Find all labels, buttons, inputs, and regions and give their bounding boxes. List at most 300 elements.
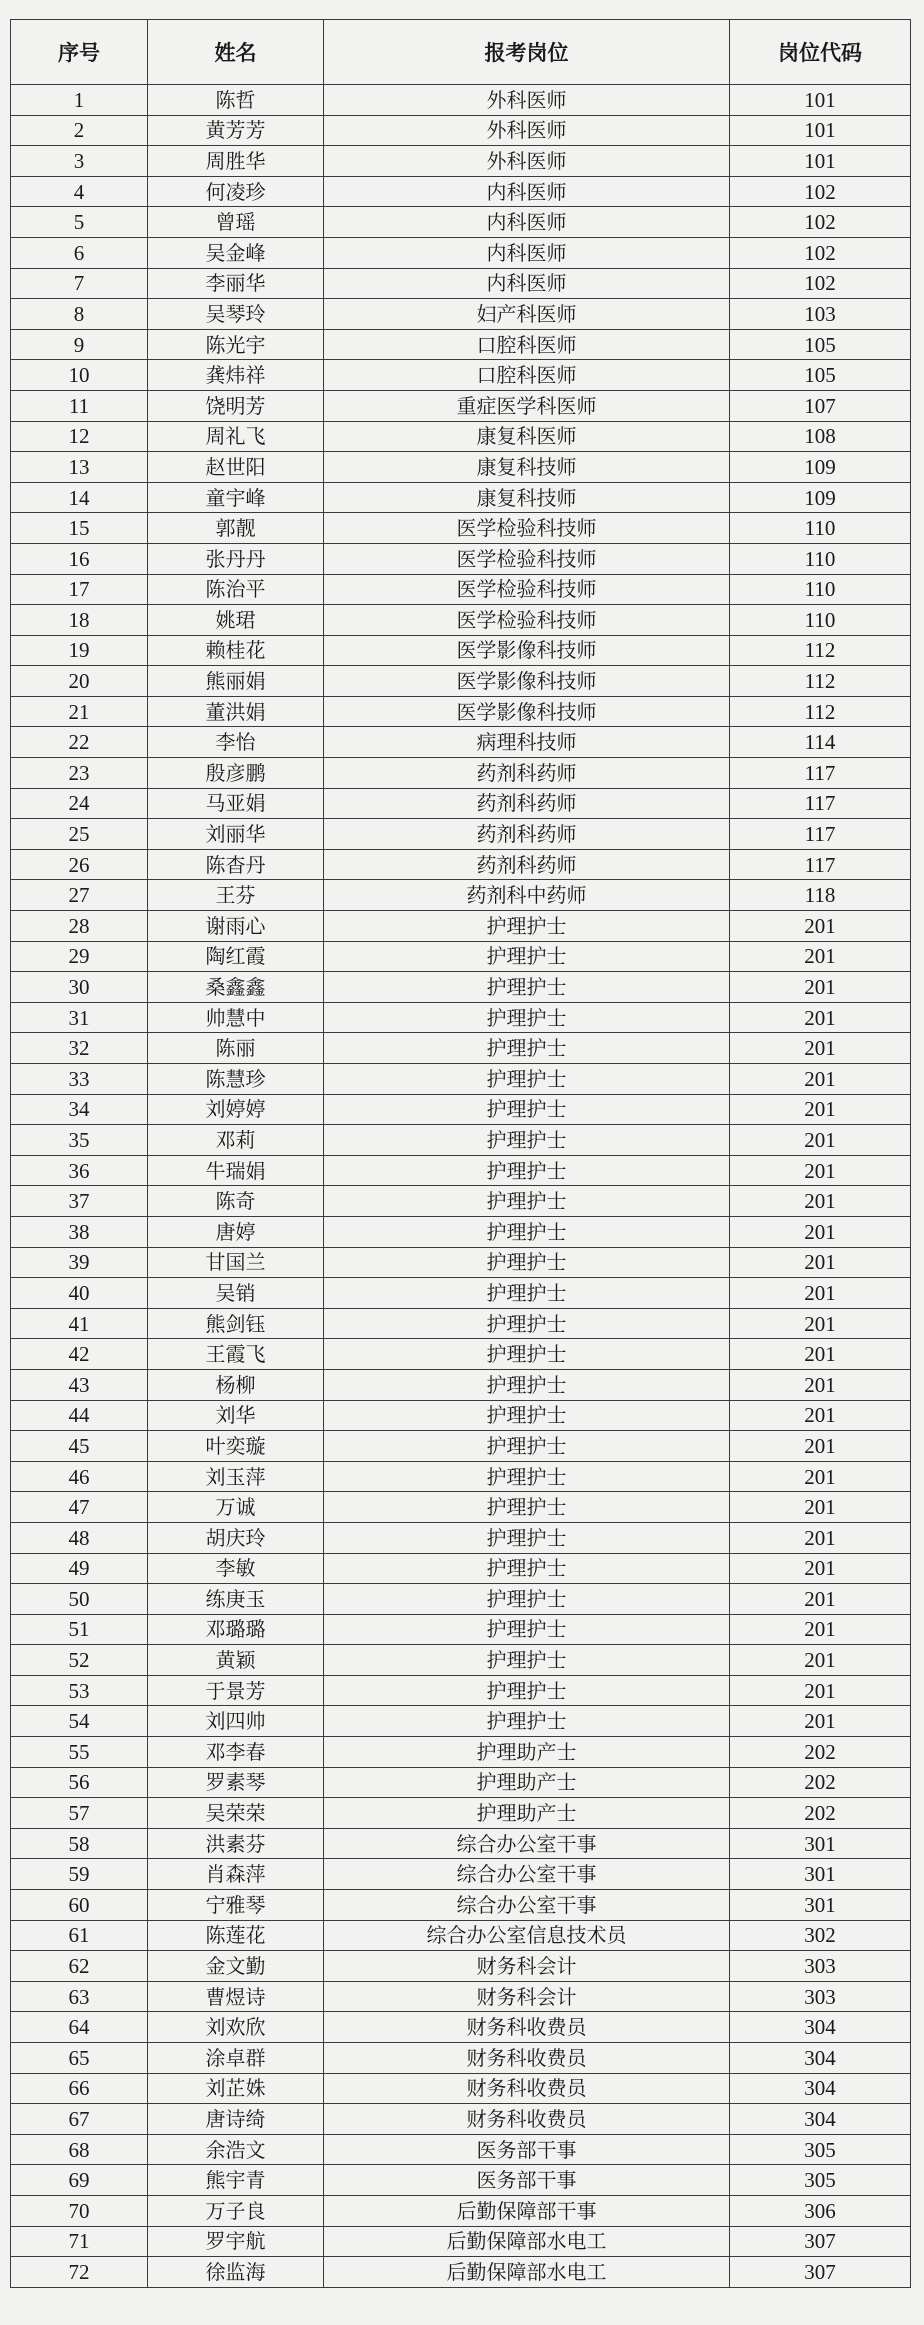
cell-position: 医学检验科技师 (324, 574, 730, 605)
table-row (11, 1492, 911, 1523)
cell-serial-number: 66 (11, 2073, 148, 2104)
table-row (11, 1064, 911, 1095)
cell-position: 护理护士 (324, 1064, 730, 1095)
cell-position-code: 201 (730, 1002, 911, 1033)
cell-position: 综合办公室信息技术员 (324, 1920, 730, 1951)
cell-position-code: 201 (730, 1216, 911, 1247)
cell-position-code: 201 (730, 1033, 911, 1064)
cell-position-code: 201 (730, 1431, 911, 1462)
table-row (11, 849, 911, 880)
table-row (11, 1675, 911, 1706)
cell-name: 胡庆玲 (148, 1522, 324, 1553)
cell-serial-number: 14 (11, 482, 148, 513)
cell-position: 综合办公室干事 (324, 1859, 730, 1890)
cell-name: 陈哲 (148, 85, 324, 116)
cell-position: 护理护士 (324, 1216, 730, 1247)
cell-name: 刘华 (148, 1400, 324, 1431)
cell-position-code: 101 (730, 146, 911, 177)
cell-position-code: 201 (730, 1064, 911, 1095)
table-row (11, 1369, 911, 1400)
candidate-list-sheet (10, 19, 910, 2288)
cell-serial-number: 58 (11, 1828, 148, 1859)
cell-position-code: 302 (730, 1920, 911, 1951)
header-position: 报考岗位 (324, 20, 730, 85)
table-row (11, 146, 911, 177)
cell-position-code: 105 (730, 329, 911, 360)
cell-position-code: 304 (730, 2012, 911, 2043)
cell-serial-number: 45 (11, 1431, 148, 1462)
cell-position: 护理护士 (324, 1522, 730, 1553)
cell-position: 护理护士 (324, 1553, 730, 1584)
cell-serial-number: 5 (11, 207, 148, 238)
cell-position: 医学影像科技师 (324, 666, 730, 697)
cell-position-code: 305 (730, 2134, 911, 2165)
cell-position: 护理护士 (324, 911, 730, 942)
cell-serial-number: 38 (11, 1216, 148, 1247)
cell-serial-number: 8 (11, 299, 148, 330)
cell-position-code: 110 (730, 605, 911, 636)
cell-position-code: 201 (730, 1492, 911, 1523)
table-row (11, 85, 911, 116)
cell-position: 医学影像科技师 (324, 635, 730, 666)
cell-name: 吴荣荣 (148, 1798, 324, 1829)
cell-serial-number: 16 (11, 543, 148, 574)
cell-serial-number: 36 (11, 1155, 148, 1186)
cell-position-code: 118 (730, 880, 911, 911)
cell-name: 徐监海 (148, 2257, 324, 2288)
cell-position-code: 109 (730, 452, 911, 483)
cell-serial-number: 22 (11, 727, 148, 758)
cell-serial-number: 71 (11, 2226, 148, 2257)
cell-position: 财务科会计 (324, 1951, 730, 1982)
cell-name: 周礼飞 (148, 421, 324, 452)
table-row (11, 911, 911, 942)
table-row (11, 1553, 911, 1584)
cell-position: 护理护士 (324, 1492, 730, 1523)
cell-name: 帅慧中 (148, 1002, 324, 1033)
table-row (11, 482, 911, 513)
cell-name: 牛瑞娟 (148, 1155, 324, 1186)
cell-position: 外科医师 (324, 115, 730, 146)
cell-serial-number: 19 (11, 635, 148, 666)
cell-position: 护理护士 (324, 941, 730, 972)
table-row (11, 727, 911, 758)
cell-position-code: 112 (730, 696, 911, 727)
cell-name: 陈杳丹 (148, 849, 324, 880)
cell-position: 护理护士 (324, 972, 730, 1003)
cell-position-code: 201 (730, 911, 911, 942)
cell-position-code: 110 (730, 543, 911, 574)
cell-name: 曾瑶 (148, 207, 324, 238)
table-row (11, 2195, 911, 2226)
cell-name: 陈莲花 (148, 1920, 324, 1951)
cell-serial-number: 69 (11, 2165, 148, 2196)
table-row (11, 176, 911, 207)
table-row (11, 1431, 911, 1462)
table-row (11, 1278, 911, 1309)
cell-position-code: 201 (730, 1553, 911, 1584)
cell-position-code: 201 (730, 1706, 911, 1737)
table-row (11, 1186, 911, 1217)
cell-position: 护理护士 (324, 1094, 730, 1125)
cell-position-code: 303 (730, 1981, 911, 2012)
cell-position: 药剂科中药师 (324, 880, 730, 911)
cell-name: 龚炜祥 (148, 360, 324, 391)
cell-position: 药剂科药师 (324, 819, 730, 850)
table-row (11, 1767, 911, 1798)
cell-position: 重症医学科医师 (324, 390, 730, 421)
cell-name: 王霞飞 (148, 1339, 324, 1370)
cell-position-code: 201 (730, 1369, 911, 1400)
cell-position-code: 112 (730, 635, 911, 666)
cell-name: 万子良 (148, 2195, 324, 2226)
cell-serial-number: 44 (11, 1400, 148, 1431)
cell-position-code: 201 (730, 941, 911, 972)
cell-name: 刘芷姝 (148, 2073, 324, 2104)
cell-serial-number: 20 (11, 666, 148, 697)
table-row (11, 1859, 911, 1890)
cell-position: 医务部干事 (324, 2165, 730, 2196)
cell-serial-number: 65 (11, 2043, 148, 2074)
cell-position: 综合办公室干事 (324, 1828, 730, 1859)
cell-serial-number: 46 (11, 1461, 148, 1492)
cell-serial-number: 39 (11, 1247, 148, 1278)
cell-serial-number: 27 (11, 880, 148, 911)
cell-serial-number: 9 (11, 329, 148, 360)
cell-name: 陈治平 (148, 574, 324, 605)
cell-serial-number: 23 (11, 758, 148, 789)
table-row (11, 635, 911, 666)
table-row (11, 543, 911, 574)
table-row (11, 1461, 911, 1492)
cell-name: 罗宇航 (148, 2226, 324, 2257)
cell-serial-number: 67 (11, 2104, 148, 2135)
cell-name: 陈慧珍 (148, 1064, 324, 1095)
table-row (11, 1645, 911, 1676)
cell-name: 刘玉萍 (148, 1461, 324, 1492)
cell-serial-number: 3 (11, 146, 148, 177)
cell-serial-number: 56 (11, 1767, 148, 1798)
cell-position: 医学检验科技师 (324, 605, 730, 636)
cell-serial-number: 68 (11, 2134, 148, 2165)
cell-name: 熊宇青 (148, 2165, 324, 2196)
table-row (11, 360, 911, 391)
table-row (11, 758, 911, 789)
cell-position: 医学检验科技师 (324, 543, 730, 574)
cell-name: 张丹丹 (148, 543, 324, 574)
cell-position-code: 306 (730, 2195, 911, 2226)
cell-serial-number: 13 (11, 452, 148, 483)
cell-serial-number: 33 (11, 1064, 148, 1095)
table-row (11, 390, 911, 421)
cell-serial-number: 70 (11, 2195, 148, 2226)
cell-name: 童宇峰 (148, 482, 324, 513)
cell-position: 护理护士 (324, 1369, 730, 1400)
table-row (11, 513, 911, 544)
cell-serial-number: 42 (11, 1339, 148, 1370)
cell-name: 桑鑫鑫 (148, 972, 324, 1003)
cell-position: 护理护士 (324, 1155, 730, 1186)
cell-serial-number: 6 (11, 237, 148, 268)
cell-serial-number: 53 (11, 1675, 148, 1706)
table-row (11, 299, 911, 330)
cell-position: 财务科收费员 (324, 2073, 730, 2104)
cell-serial-number: 48 (11, 1522, 148, 1553)
cell-serial-number: 51 (11, 1614, 148, 1645)
cell-name: 陈丽 (148, 1033, 324, 1064)
table-row (11, 2073, 911, 2104)
cell-position: 护理护士 (324, 1675, 730, 1706)
cell-name: 熊丽娟 (148, 666, 324, 697)
cell-position: 护理护士 (324, 1002, 730, 1033)
cell-position: 康复科医师 (324, 421, 730, 452)
cell-position-code: 201 (730, 1186, 911, 1217)
cell-position: 护理护士 (324, 1033, 730, 1064)
cell-name: 金文勤 (148, 1951, 324, 1982)
cell-name: 吴琴玲 (148, 299, 324, 330)
table-row (11, 1308, 911, 1339)
table-row (11, 1920, 911, 1951)
cell-serial-number: 41 (11, 1308, 148, 1339)
cell-position-code: 107 (730, 390, 911, 421)
header-position-code: 岗位代码 (730, 20, 911, 85)
cell-name: 邓李春 (148, 1737, 324, 1768)
cell-position-code: 117 (730, 758, 911, 789)
cell-serial-number: 7 (11, 268, 148, 299)
cell-name: 万诚 (148, 1492, 324, 1523)
cell-name: 马亚娟 (148, 788, 324, 819)
cell-position-code: 307 (730, 2226, 911, 2257)
cell-position: 医务部干事 (324, 2134, 730, 2165)
cell-serial-number: 50 (11, 1584, 148, 1615)
table-row (11, 1155, 911, 1186)
cell-position-code: 108 (730, 421, 911, 452)
cell-serial-number: 59 (11, 1859, 148, 1890)
cell-serial-number: 17 (11, 574, 148, 605)
cell-position: 护理护士 (324, 1431, 730, 1462)
table-row (11, 1400, 911, 1431)
cell-serial-number: 47 (11, 1492, 148, 1523)
cell-name: 涂卓群 (148, 2043, 324, 2074)
cell-name: 于景芳 (148, 1675, 324, 1706)
cell-serial-number: 54 (11, 1706, 148, 1737)
cell-serial-number: 57 (11, 1798, 148, 1829)
table-row (11, 1584, 911, 1615)
table-row (11, 2134, 911, 2165)
cell-name: 陈光宇 (148, 329, 324, 360)
cell-position-code: 201 (730, 1645, 911, 1676)
cell-position-code: 201 (730, 1461, 911, 1492)
cell-serial-number: 64 (11, 2012, 148, 2043)
cell-position: 护理护士 (324, 1339, 730, 1370)
table-row (11, 2104, 911, 2135)
cell-serial-number: 4 (11, 176, 148, 207)
cell-name: 王芬 (148, 880, 324, 911)
cell-position: 护理助产士 (324, 1767, 730, 1798)
cell-position: 财务科收费员 (324, 2043, 730, 2074)
cell-position: 护理护士 (324, 1614, 730, 1645)
cell-position: 护理护士 (324, 1645, 730, 1676)
cell-name: 黄芳芳 (148, 115, 324, 146)
cell-serial-number: 2 (11, 115, 148, 146)
table-body (11, 85, 911, 2288)
cell-name: 邓璐璐 (148, 1614, 324, 1645)
cell-position-code: 102 (730, 176, 911, 207)
cell-position: 护理护士 (324, 1461, 730, 1492)
table-row (11, 880, 911, 911)
table-row (11, 1125, 911, 1156)
cell-position: 外科医师 (324, 85, 730, 116)
cell-position: 护理护士 (324, 1247, 730, 1278)
table-row (11, 2165, 911, 2196)
cell-position-code: 201 (730, 1584, 911, 1615)
cell-position: 护理护士 (324, 1584, 730, 1615)
cell-position: 药剂科药师 (324, 788, 730, 819)
cell-serial-number: 40 (11, 1278, 148, 1309)
table-row (11, 1798, 911, 1829)
header-row (11, 20, 911, 85)
header-serial-number: 序号 (11, 20, 148, 85)
cell-position: 综合办公室干事 (324, 1890, 730, 1921)
table-row (11, 237, 911, 268)
table-row (11, 2257, 911, 2288)
cell-position: 妇产科医师 (324, 299, 730, 330)
cell-position-code: 102 (730, 237, 911, 268)
cell-position-code: 102 (730, 268, 911, 299)
cell-name: 罗素琴 (148, 1767, 324, 1798)
cell-position: 口腔科医师 (324, 329, 730, 360)
cell-name: 邓莉 (148, 1125, 324, 1156)
cell-position: 护理护士 (324, 1186, 730, 1217)
cell-position: 病理科技师 (324, 727, 730, 758)
cell-name: 唐婷 (148, 1216, 324, 1247)
cell-serial-number: 35 (11, 1125, 148, 1156)
cell-position: 口腔科医师 (324, 360, 730, 391)
cell-position: 药剂科药师 (324, 758, 730, 789)
table-row (11, 1890, 911, 1921)
cell-position-code: 114 (730, 727, 911, 758)
cell-position-code: 301 (730, 1859, 911, 1890)
cell-position-code: 305 (730, 2165, 911, 2196)
cell-position-code: 202 (730, 1767, 911, 1798)
cell-serial-number: 24 (11, 788, 148, 819)
cell-serial-number: 15 (11, 513, 148, 544)
table-row (11, 1033, 911, 1064)
cell-position-code: 304 (730, 2073, 911, 2104)
cell-position-code: 303 (730, 1951, 911, 1982)
cell-position-code: 117 (730, 819, 911, 850)
cell-serial-number: 26 (11, 849, 148, 880)
cell-position: 护理助产士 (324, 1737, 730, 1768)
table-row (11, 452, 911, 483)
table-row (11, 1339, 911, 1370)
cell-name: 宁雅琴 (148, 1890, 324, 1921)
table-row (11, 1216, 911, 1247)
table-row (11, 1522, 911, 1553)
cell-name: 刘四帅 (148, 1706, 324, 1737)
cell-position: 护理护士 (324, 1706, 730, 1737)
cell-serial-number: 52 (11, 1645, 148, 1676)
table-row (11, 605, 911, 636)
cell-name: 甘国兰 (148, 1247, 324, 1278)
table-row (11, 2043, 911, 2074)
cell-position: 后勤保障部干事 (324, 2195, 730, 2226)
cell-position-code: 301 (730, 1890, 911, 1921)
cell-name: 刘丽华 (148, 819, 324, 850)
cell-position-code: 201 (730, 972, 911, 1003)
cell-position-code: 201 (730, 1675, 911, 1706)
table-row (11, 268, 911, 299)
cell-name: 刘欢欣 (148, 2012, 324, 2043)
cell-position: 护理护士 (324, 1400, 730, 1431)
cell-serial-number: 63 (11, 1981, 148, 2012)
cell-position: 后勤保障部水电工 (324, 2257, 730, 2288)
cell-position-code: 112 (730, 666, 911, 697)
table-row (11, 574, 911, 605)
cell-position: 内科医师 (324, 237, 730, 268)
cell-name: 陈奇 (148, 1186, 324, 1217)
cell-name: 肖森萍 (148, 1859, 324, 1890)
table-row (11, 666, 911, 697)
cell-position-code: 304 (730, 2104, 911, 2135)
cell-serial-number: 30 (11, 972, 148, 1003)
cell-name: 黄颖 (148, 1645, 324, 1676)
cell-position: 内科医师 (324, 207, 730, 238)
cell-position-code: 201 (730, 1247, 911, 1278)
cell-name: 赵世阳 (148, 452, 324, 483)
cell-serial-number: 60 (11, 1890, 148, 1921)
cell-position-code: 102 (730, 207, 911, 238)
cell-position: 护理助产士 (324, 1798, 730, 1829)
table-row (11, 421, 911, 452)
cell-name: 熊剑钰 (148, 1308, 324, 1339)
cell-serial-number: 10 (11, 360, 148, 391)
cell-position: 财务科收费员 (324, 2104, 730, 2135)
cell-position-code: 110 (730, 574, 911, 605)
cell-position: 医学检验科技师 (324, 513, 730, 544)
cell-position: 内科医师 (324, 268, 730, 299)
cell-name: 李怡 (148, 727, 324, 758)
cell-serial-number: 55 (11, 1737, 148, 1768)
cell-position-code: 105 (730, 360, 911, 391)
cell-name: 饶明芳 (148, 390, 324, 421)
cell-position: 财务科收费员 (324, 2012, 730, 2043)
cell-serial-number: 62 (11, 1951, 148, 1982)
cell-serial-number: 72 (11, 2257, 148, 2288)
table-row (11, 115, 911, 146)
cell-position: 康复科技师 (324, 482, 730, 513)
cell-name: 李敏 (148, 1553, 324, 1584)
cell-serial-number: 43 (11, 1369, 148, 1400)
table-row (11, 788, 911, 819)
cell-position-code: 101 (730, 85, 911, 116)
cell-name: 杨柳 (148, 1369, 324, 1400)
header-name: 姓名 (148, 20, 324, 85)
cell-position: 外科医师 (324, 146, 730, 177)
cell-position-code: 101 (730, 115, 911, 146)
cell-serial-number: 31 (11, 1002, 148, 1033)
table-row (11, 941, 911, 972)
cell-name: 姚珺 (148, 605, 324, 636)
cell-position-code: 201 (730, 1125, 911, 1156)
cell-position: 后勤保障部水电工 (324, 2226, 730, 2257)
cell-serial-number: 18 (11, 605, 148, 636)
cell-serial-number: 1 (11, 85, 148, 116)
table-row (11, 1737, 911, 1768)
cell-position-code: 201 (730, 1522, 911, 1553)
table-row (11, 1002, 911, 1033)
cell-position-code: 201 (730, 1400, 911, 1431)
